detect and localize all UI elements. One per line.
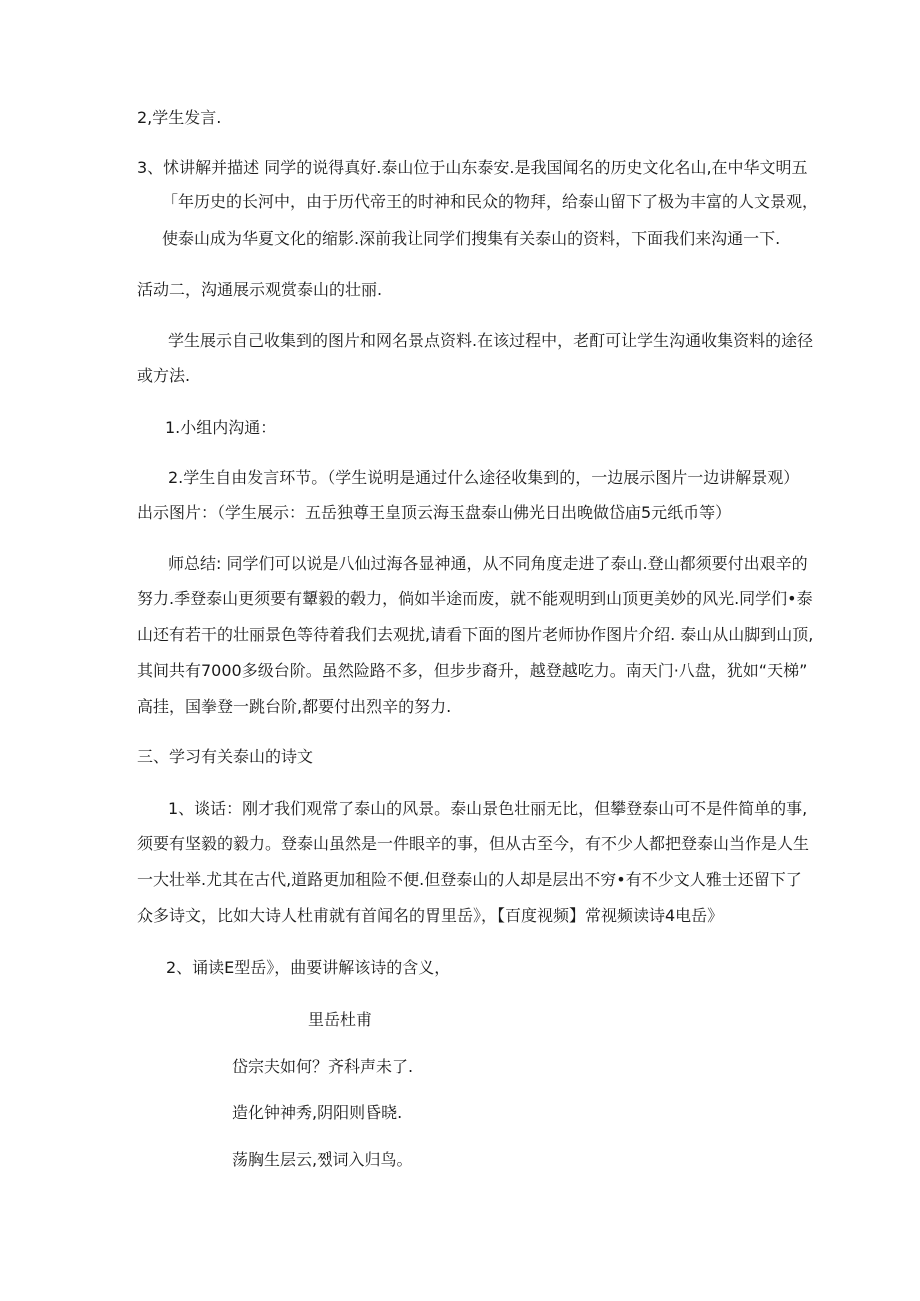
poem-line: 岱宗夫如何？齐科声未了. bbox=[232, 1057, 414, 1076]
paragraph-line: 一大壮举.尤其在古代,道路更加租险不便.但登泰山的人却是层出不穷•有不少文人雅士还留下了 bbox=[137, 870, 802, 889]
list-item: 1.小组内沟通： bbox=[165, 418, 277, 437]
paragraph-line: 「年历史的长河中，由于历代帝王的时神和民众的物拜，给泰山留下了极为丰富的人文景观， bbox=[162, 192, 819, 211]
paragraph-line: 学生展示自己收集到的图片和网名景点资料.在该过程中，老酊可让学生沟通收集资料的途径 bbox=[168, 331, 814, 350]
list-item: 2.学生自由发言环节。（学生说明是通过什么途径收集到的，一边展示图片一边讲解景观） bbox=[168, 468, 800, 487]
paragraph-line: 出示图片：（学生展示：五岳独尊王皇顶云海玉盘泰山佛光日出晚做岱庙5元纸币等） bbox=[137, 503, 732, 522]
paragraph-line: 山还有若干的壮丽景色等待着我们去观扰,请看下面的图片老师协作图片介绍. 泰山从山脚到山顶, bbox=[137, 625, 814, 644]
poem-line: 造化钟神秀,阴阳则昏晓. bbox=[232, 1103, 403, 1122]
poem-line: 荡胸生层云,쨌词入归鸟。 bbox=[232, 1150, 413, 1169]
section-heading: 三、学习有关泰山的诗文 bbox=[137, 747, 314, 766]
poem-title: 里岳杜甫 bbox=[308, 1010, 373, 1029]
section-heading: 活动二，沟通展示观赏泰山的壮丽. bbox=[137, 280, 383, 299]
paragraph-line: 1、谈话：刚才我们观常了泰山的风景。泰山景色壮丽无比，但攀登泰山可不是件简单的事, bbox=[168, 799, 808, 818]
paragraph-line: 众多诗文，比如大诗人杜甫就有首闻名的胃里岳》，【百度视频】常视频读诗4电岳》 bbox=[137, 906, 724, 925]
paragraph-line: 使泰山成为华夏文化的缩影.深前我让同学们搜集有关泰山的资料，下面我们来沟通一下. bbox=[162, 229, 781, 248]
paragraph-line: 高挂，国拳登一跳台阶,都要付出烈辛的努力. bbox=[137, 697, 452, 716]
list-item: 2、诵读E型岳》，曲要讲解该诗的含义， bbox=[166, 958, 451, 977]
paragraph-line: 或方法. bbox=[137, 366, 191, 385]
paragraph-line: 其间共有7000多级台阶。虽然险路不多，但步步裔升，越登越吃力。南天门·八盘，犹如“天梯” bbox=[137, 661, 808, 680]
paragraph-line: 2,学生发言. bbox=[137, 108, 222, 127]
paragraph-line: 努力.季登泰山更须要有顰毅的毂力，倘如半途而废，就不能观明到山顶更美妙的风光.同学们•泰 bbox=[137, 589, 813, 608]
paragraph-line: 师总结: 同学们可以说是八仙过海各显神通，从不同角度走进了泰山.登山都须要付出艰辛的 bbox=[168, 554, 808, 573]
paragraph-line: 3、怵讲解并描述 同学的说得真好.泰山位于山东泰安.是我国闻名的历史文化名山,在中华文明五 bbox=[137, 158, 808, 177]
paragraph-line: 须要有坚毅的毅力。登泰山虽然是一件眼辛的事，但从古至今，有不少人都把登泰山当作是人生 bbox=[137, 834, 810, 853]
